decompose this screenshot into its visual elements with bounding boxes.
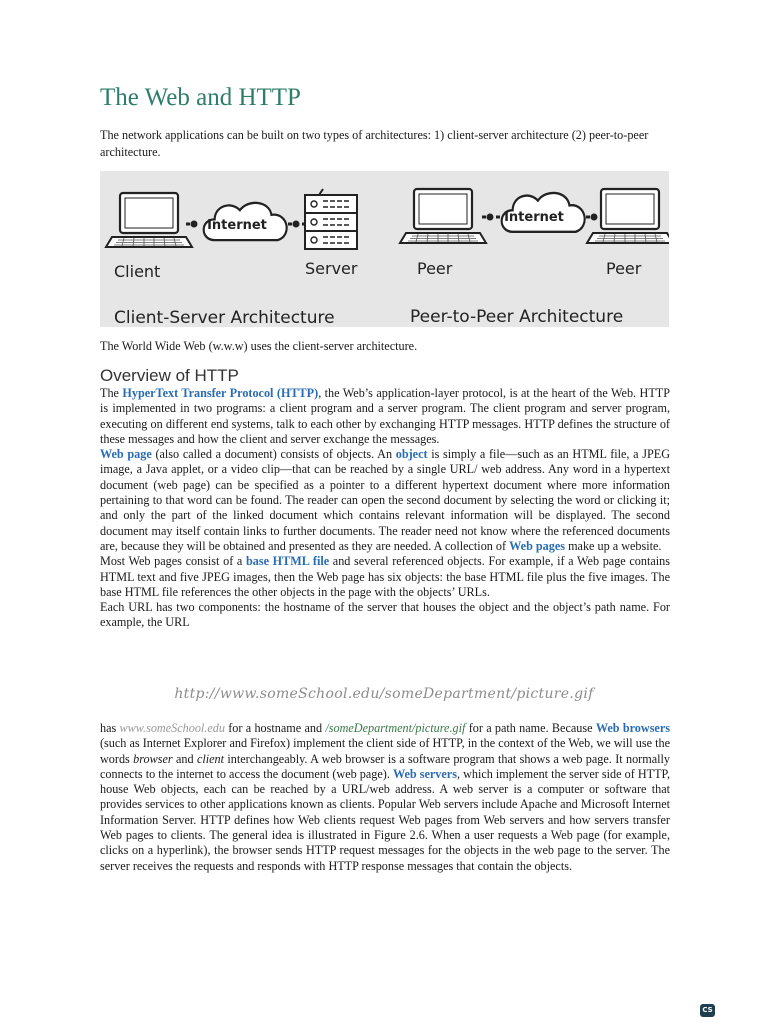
paragraph-url: Each URL has two components: the hostname of the server that houses the object and the object’s path name. For example, the URL bbox=[100, 600, 670, 630]
server-icon bbox=[305, 189, 357, 249]
text-run: and bbox=[172, 751, 197, 766]
client-server-caption: Client-Server Architecture bbox=[114, 308, 335, 327]
overview-body bbox=[100, 386, 670, 631]
peer-label: Peer bbox=[606, 259, 642, 278]
keyword-web-page: Web page bbox=[100, 447, 152, 462]
text-run: (also called a document) consists of objects. An bbox=[151, 447, 396, 462]
keyword-web-pages: Web pages bbox=[509, 538, 566, 553]
text-run: make up a website. bbox=[565, 538, 662, 553]
text-run: is simply a file—such as an HTML file, a JPEG image, a Java applet, or a video clip—that can be reached by a single URL/ web address. Any word in a hypertext document (web page) can be specified as a pointer to a different hypertext document where more information pertaining to that word can be found. The reader can open the second document by selecting the word or clicking it; and only the part of the linked document which contains relevant information will be displayed. The second document may itself contain links to further documents. The reader need not know where the referenced documents are, because they will be obtained and presented as they are needed. A collection of bbox=[100, 447, 671, 553]
connector-icon bbox=[288, 221, 304, 228]
camscanner-badge-icon: CS bbox=[700, 1004, 715, 1017]
keyword-object: object bbox=[395, 447, 428, 462]
connector-icon bbox=[482, 214, 500, 221]
text-run: for a path name. Because bbox=[465, 721, 596, 735]
text-run: for a hostname and bbox=[224, 721, 326, 735]
keyword-http: HyperText Transfer Protocol (HTTP) bbox=[122, 386, 319, 400]
keyword-web-browsers: Web browsers bbox=[595, 721, 670, 735]
internet-label: Internet bbox=[207, 218, 267, 233]
peer-to-peer-caption: Peer-to-Peer Architecture bbox=[410, 307, 624, 327]
figure-caption: The World Wide Web (w.w.w) uses the client-server architecture. bbox=[100, 339, 418, 353]
peer-laptop-icon bbox=[400, 189, 486, 243]
connector-icon bbox=[586, 214, 600, 221]
text-run: has bbox=[100, 721, 120, 735]
peer-laptop-icon bbox=[587, 189, 669, 243]
intro-paragraph: The network applications can be built on two types of architectures: 1) client-server architecture (2) peer-to-peer architecture. bbox=[100, 128, 649, 159]
hostname-example: www.someSchool.edu bbox=[119, 721, 225, 735]
keyword-base-html: base HTML file bbox=[245, 554, 330, 569]
text-run: interchangeably. A web browser is a software program that shows a web page. It normally connects to the internet to access the document (web page). bbox=[100, 751, 670, 781]
paragraph-browsers-servers bbox=[100, 721, 670, 874]
path-example: /someDepartment/picture.gif bbox=[325, 721, 466, 735]
text-run: , the Web’s application-layer protocol, is at the heart of the Web. HTTP is implemented in two programs: a client program and a server program. The client program and server program, executing on different end systems, talk to each other by exchanging HTTP messages. HTTP defines the structure of these messages and how the client and server exchange the messages. bbox=[100, 386, 671, 446]
keyword-web-servers: Web servers bbox=[392, 766, 457, 781]
text-run: and several referenced objects. For example, if a Web page contains HTML text and five JPEG images, then the Web page has six objects: the base HTML file plus the five images. The base HTML file references the other objects in the page with the objects’ URLs. bbox=[100, 554, 670, 599]
section-heading: Overview of HTTP bbox=[100, 366, 239, 385]
server-label: Server bbox=[305, 259, 358, 278]
term-browser: browser bbox=[133, 751, 173, 766]
url-example: http://www.someSchool.edu/someDepartment/picture.gif bbox=[174, 686, 594, 702]
architecture-figure bbox=[100, 171, 669, 327]
client-laptop-icon bbox=[106, 193, 192, 247]
term-client: client bbox=[196, 751, 225, 766]
text-run: The bbox=[100, 386, 123, 400]
client-label: Client bbox=[114, 262, 161, 281]
text-run: (such as Internet Explorer and Firefox) implement the client side of HTTP, in the context of the Web, we will use the words bbox=[100, 736, 670, 766]
paragraph-web-page bbox=[100, 447, 670, 554]
internet-label: Internet bbox=[504, 210, 564, 225]
paragraph-base-html bbox=[100, 554, 670, 600]
peer-label: Peer bbox=[417, 259, 453, 278]
text-run: Most Web pages consist of a bbox=[100, 554, 246, 569]
paragraph-http bbox=[100, 386, 670, 447]
text-run: , which implement the server side of HTTP, house Web objects, each can be reached by a URL/web address. A web server is a computer or software that provides services to other applications known as clients. Popular Web servers include Apache and Microsoft Internet Information Server. HTTP defines how Web clients request Web pages from Web servers and how servers transfer Web pages to clients. The general idea is illustrated in Figure 2.6. When a user requests a Web page (for example, clicks on a hyperlink), the browser sends HTTP request messages for the objects in the web page to the server. The server receives the requests and responds with HTTP response messages that contain the objects. bbox=[100, 766, 670, 873]
page-title: The Web and HTTP bbox=[100, 84, 301, 111]
connector-icon bbox=[186, 221, 200, 228]
